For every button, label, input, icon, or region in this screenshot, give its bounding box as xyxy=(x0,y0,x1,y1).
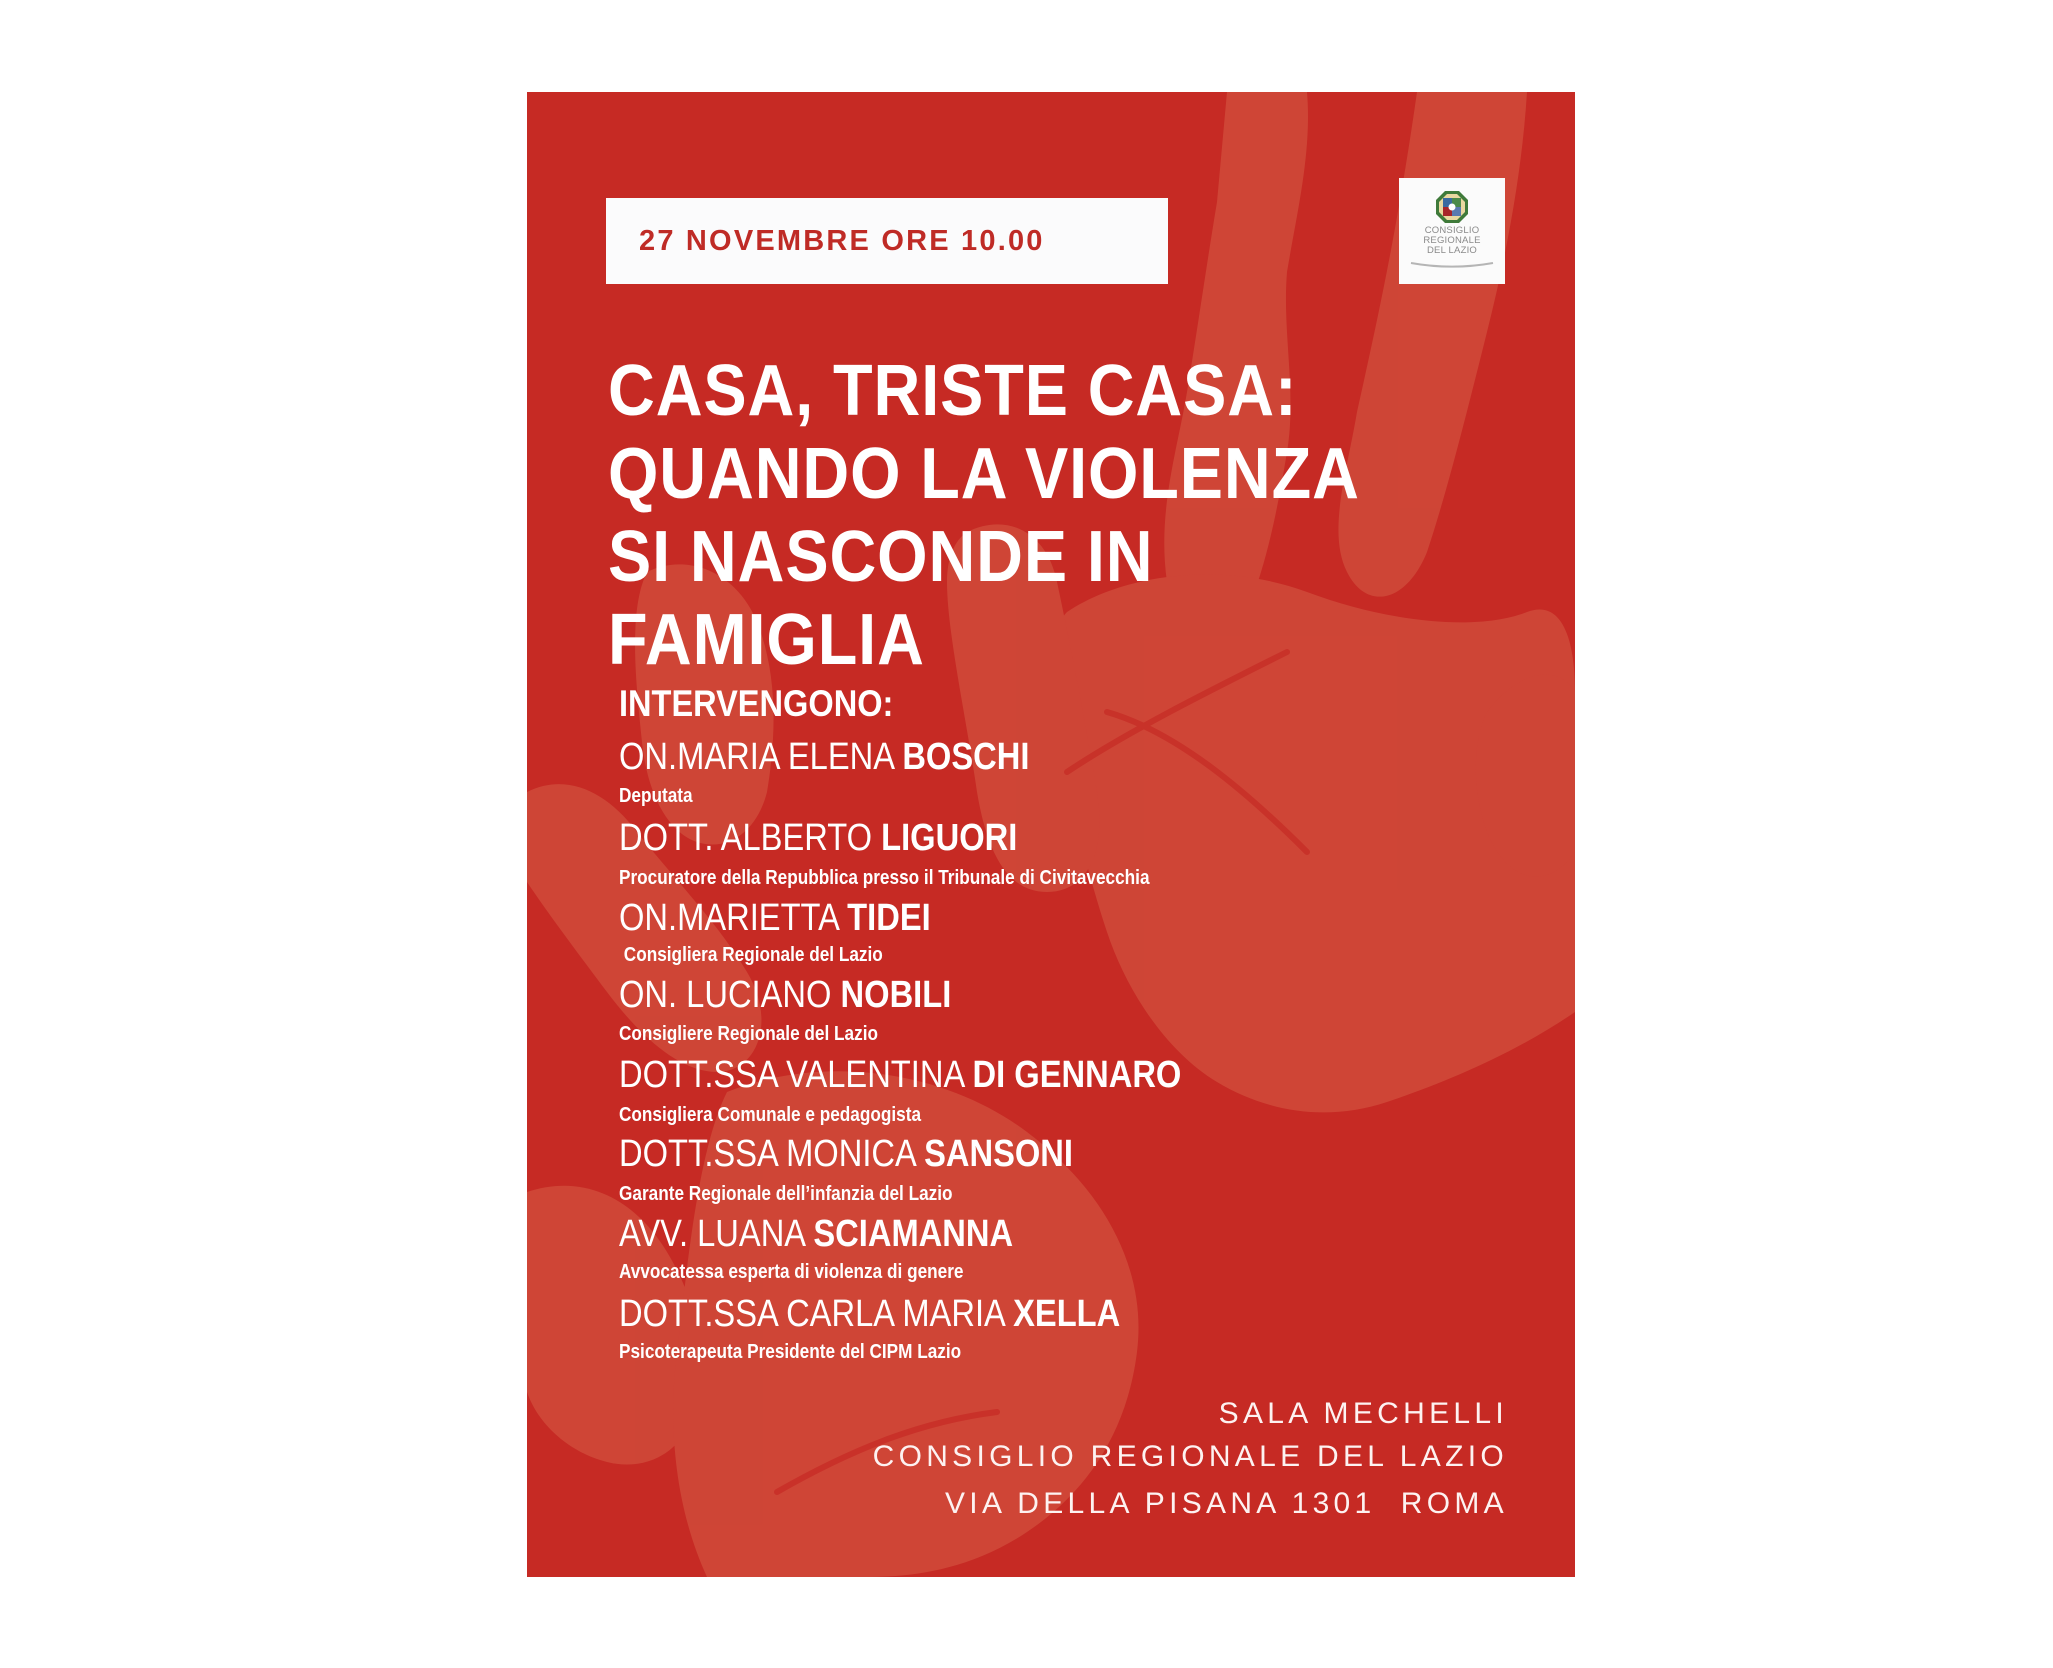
speaker-title-first-name: ON. LUCIANO xyxy=(619,974,841,1016)
logo-line: REGIONALE xyxy=(1423,235,1481,246)
event-poster xyxy=(527,92,1575,1577)
speaker-surname: DI GENNARO xyxy=(972,1054,1182,1096)
speaker-name xyxy=(619,896,931,940)
speaker-name xyxy=(619,973,951,1017)
speaker-name xyxy=(619,1132,1073,1176)
title-line: SI NASCONDE IN xyxy=(608,517,1154,597)
logo-line: CONSIGLIO xyxy=(1424,225,1480,236)
speaker-role: Avvocatessa esperta di violenza di genere xyxy=(619,1261,964,1283)
speaker-name xyxy=(619,816,1017,860)
event-title xyxy=(608,350,1360,682)
speaker-surname: LIGUORI xyxy=(881,817,1018,859)
title-line: QUANDO LA VIOLENZA xyxy=(608,434,1360,514)
speaker-surname: XELLA xyxy=(1013,1293,1121,1335)
venue-address: VIA DELLA PISANA 1301 ROMA xyxy=(945,1487,1508,1520)
logo-line: DEL LAZIO xyxy=(1426,245,1478,256)
speaker-title-first-name: DOTT. ALBERTO xyxy=(619,817,882,859)
speaker-role: Procuratore della Repubblica presso il Tribunale di Civitavecchia xyxy=(619,867,1150,889)
title-line: FAMIGLIA xyxy=(608,600,925,680)
consiglio-regionale-logo xyxy=(1399,178,1505,284)
speaker-title-first-name: ON.MARIETTA xyxy=(619,897,848,939)
speaker-name xyxy=(619,1053,1181,1097)
speaker-role: Consigliere Regionale del Lazio xyxy=(619,1023,879,1045)
date-badge xyxy=(606,198,1168,284)
regional-council-emblem-icon xyxy=(1435,190,1469,224)
speaker-title-first-name: DOTT.SSA VALENTINA xyxy=(619,1054,973,1096)
speaker-title-first-name: DOTT.SSA MONICA xyxy=(619,1133,925,1175)
speaker-role: Consigliera Comunale e pedagogista xyxy=(619,1104,922,1126)
speaker-surname: BOSCHI xyxy=(902,736,1030,778)
speaker-surname: NOBILI xyxy=(840,974,952,1016)
speaker-surname: SANSONI xyxy=(924,1133,1073,1175)
speaker-title-first-name: DOTT.SSA CARLA MARIA xyxy=(619,1293,1014,1335)
title-line: CASA, TRISTE CASA: xyxy=(608,351,1298,431)
speaker-title-first-name: AVV. LUANA xyxy=(619,1213,814,1255)
speaker-name xyxy=(619,1212,1013,1256)
speakers-heading: INTERVENGONO: xyxy=(619,683,894,724)
speaker-role: Garante Regionale dell’infanzia del Lazio xyxy=(619,1183,953,1205)
speaker-surname: TIDEI xyxy=(847,897,931,939)
logo-swoosh-icon xyxy=(1409,260,1495,270)
speaker-role: Deputata xyxy=(619,785,693,807)
speaker-title-first-name: ON.MARIA ELENA xyxy=(619,736,903,778)
venue-institution: CONSIGLIO REGIONALE DEL LAZIO xyxy=(872,1440,1508,1473)
venue-room: SALA MECHELLI xyxy=(1218,1397,1508,1430)
event-date-time: 27 NOVEMBRE ORE 10.00 xyxy=(639,224,1045,257)
speaker-surname: SCIAMANNA xyxy=(813,1213,1014,1255)
logo-text xyxy=(1399,226,1505,256)
speaker-name xyxy=(619,1292,1120,1336)
speaker-name xyxy=(619,735,1029,779)
speaker-role: Psicoterapeuta Presidente del CIPM Lazio xyxy=(619,1341,962,1363)
speaker-role: Consigliera Regionale del Lazio xyxy=(619,944,883,966)
